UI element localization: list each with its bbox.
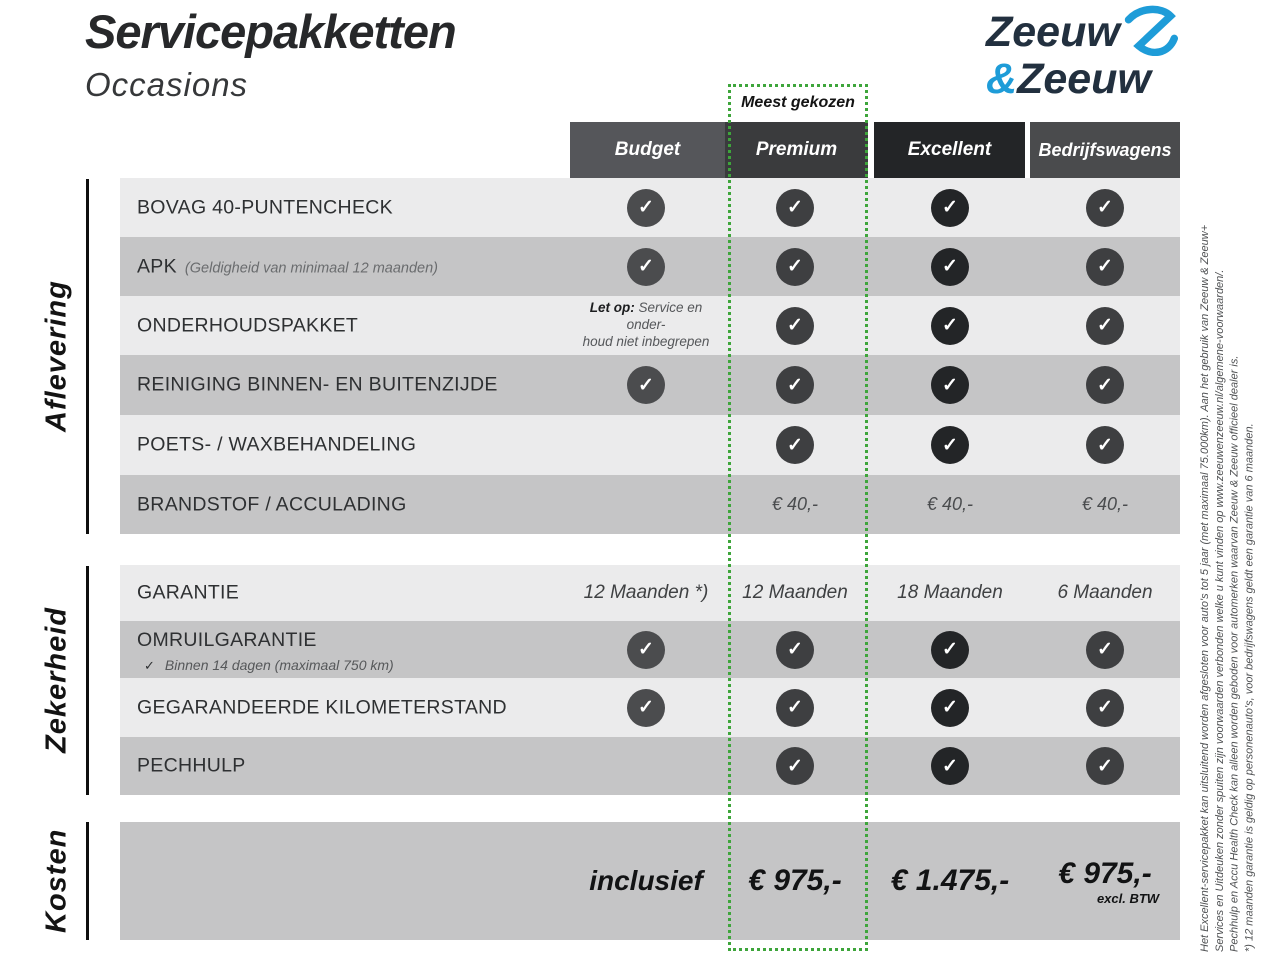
cell-omruil-budget [571,621,721,678]
check-icon: ✓ [1086,747,1124,785]
check-icon: ✓ [776,747,814,785]
check-icon: ✓ [1086,426,1124,464]
cell-garantie-excellent [875,565,1025,621]
cell-apk-bedrijfswagens [1030,237,1180,296]
cell-poets-bedrijfswagens [1030,415,1180,475]
check-icon: ✓ [931,248,969,286]
footnote-line-1: Het Excellent-servicepakket kan uitsluitend worden afgesloten voor auto's tot 5 jaar (met maximaal 75.000km). Aan het gebruik van Zeeuw & Zeeuw+ [1199,224,1211,952]
kosten-value: € 975,- [748,864,842,897]
cell-pechhulp-bedrijfswagens [1030,737,1180,795]
row-garantie [120,565,1180,621]
cell-reiniging-premium [720,355,870,415]
kosten-btw-note: excl. BTW [1096,890,1160,906]
kosten-value: € 975,- [1058,856,1152,890]
cell-onderhoud-excellent [875,296,1025,355]
cell-omruil-premium [720,621,870,678]
logo-line1 [986,8,1178,56]
row-label: ONDERHOUDSPAKKET [137,314,359,336]
cell-onderhoud-budget [571,296,721,355]
cell-bovag-budget [571,178,721,237]
check-icon: ✓ [931,689,969,727]
row-apk [120,237,1180,296]
logo-line2 [986,55,1178,103]
column-header-bedrijfswagens: Bedrijfswagens [1030,122,1180,178]
kosten-value: € 1.475,- [890,864,1010,897]
cell-garantie-premium [720,565,870,621]
note-line2: houd niet inbegrepen [582,333,710,349]
row-onderhoudspakket [120,296,1180,355]
column-header-premium: Premium [725,122,868,178]
row-kilometerstand [120,678,1180,737]
row-reiniging [120,355,1180,415]
check-icon: ✓ [627,366,665,404]
cell-garantie-budget [571,565,721,621]
cell-garantie-bedrijfswagens [1030,565,1180,621]
row-pechhulp [120,737,1180,795]
cell-apk-budget [571,237,721,296]
cell-brandstof-excellent [875,475,1025,534]
section-aflevering [120,178,1180,534]
row-kosten [120,822,1180,940]
footnote-line-4: *) 12 maanden garantie is geldig op personenauto's, voor bedrijfswagens geldt een garantie van 6 maanden. [1243,423,1256,952]
detail-text: Binnen 14 dagen (maximaal 750 km) [164,657,394,673]
check-icon: ✓ [1086,189,1124,227]
cell-brandstof-bedrijfswagens [1030,475,1180,534]
cell-kilometerstand-excellent [875,678,1025,737]
check-icon: ✓ [776,631,814,669]
cell-brandstof-premium [720,475,870,534]
cell-onderhoud-bedrijfswagens [1030,296,1180,355]
cell-poets-excellent [875,415,1025,475]
section-rail-zekerheid [86,566,89,795]
row-label-detail: (Geldigheid van minimaal 12 maanden) [184,260,439,276]
cell-reiniging-excellent [875,355,1025,415]
cell-pechhulp-premium [720,737,870,795]
check-icon: ✓ [776,307,814,345]
row-label [137,255,438,278]
check-icon: ✓ [931,307,969,345]
budget-note [571,300,721,351]
cell-kilometerstand-premium [720,678,870,737]
section-label-kosten: Kosten [40,828,73,934]
cell-kosten-excellent [875,822,1025,940]
price-value: € 40,- [1081,494,1129,514]
cell-bovag-premium [720,178,870,237]
price-value: € 40,- [771,494,819,514]
cell-kilometerstand-budget [571,678,721,737]
check-icon: ✓ [1086,248,1124,286]
check-icon: ✓ [931,366,969,404]
garantie-value: 12 Maanden *) [583,582,709,603]
row-label: BOVAG 40-PUNTENCHECK [137,196,393,218]
cell-onderhoud-premium [720,296,870,355]
row-bovag [120,178,1180,237]
garantie-value: 12 Maanden [742,582,848,603]
check-icon: ✓ [776,189,814,227]
cell-omruil-bedrijfswagens [1030,621,1180,678]
garantie-value: 18 Maanden [897,582,1003,603]
section-rail-kosten [86,822,89,940]
check-icon: ✓ [627,631,665,669]
section-zekerheid [120,565,1180,795]
page-subtitle: Occasions [85,66,249,103]
cell-omruil-excellent [875,621,1025,678]
cell-pechhulp-excellent [875,737,1025,795]
row-label: POETS- / WAXBEHANDELING [137,433,417,456]
row-omruilgarantie [120,621,1180,678]
check-icon: ✓ [144,658,155,673]
cell-kosten-bedrijfswagens [1030,822,1180,940]
cell-reiniging-bedrijfswagens [1030,355,1180,415]
footnote-line-3: Pechhulp en Accu Health Check kan alleen worden geboden voor automerken waarvan Zeeuw & Zeeuw officieel dealer is. [1228,355,1241,952]
check-icon: ✓ [776,689,814,727]
row-label: GEGARANDEERDE KILOMETERSTAND [137,696,507,718]
footnote-fine-print [1198,124,1260,952]
section-label-aflevering: Aflevering [40,280,73,432]
page-title: Servicepakketten [85,5,456,58]
section-kosten [120,822,1180,940]
column-header-budget: Budget [570,122,725,178]
row-label: PECHHULP [137,754,246,777]
z-swoosh-icon [1122,4,1178,56]
kosten-value: inclusief [589,865,703,896]
check-icon: ✓ [776,426,814,464]
logo-ampersand: & [986,55,1018,103]
row-label: GARANTIE [137,581,240,604]
meest-gekozen-label: Meest gekozen [741,94,855,111]
row-label: REINIGING BINNEN- EN BUITENZIJDE [137,373,498,396]
cell-kosten-budget [571,822,721,940]
row-brandstof [120,475,1180,534]
check-icon: ✓ [931,426,969,464]
row-label-detail [144,657,394,674]
check-icon: ✓ [931,631,969,669]
logo-word1: Zeeuw [986,7,1120,56]
row-label: OMRUILGARANTIE [137,629,317,651]
note-line1: Service en onder- [626,300,703,333]
check-icon: ✓ [1086,631,1124,669]
row-label-main: APK [137,255,177,277]
check-icon: ✓ [931,747,969,785]
check-icon: ✓ [1086,689,1124,727]
cell-poets-premium [720,415,870,475]
cell-bovag-bedrijfswagens [1030,178,1180,237]
check-icon: ✓ [1086,366,1124,404]
logo-word2: Zeeuw [1017,55,1151,103]
cell-kilometerstand-bedrijfswagens [1030,678,1180,737]
check-icon: ✓ [776,366,814,404]
section-label-zekerheid: Zekerheid [40,607,73,753]
check-icon: ✓ [627,689,665,727]
cell-kosten-premium [720,822,870,940]
check-icon: ✓ [627,248,665,286]
price-value: € 40,- [926,494,974,514]
check-icon: ✓ [931,189,969,227]
cell-apk-excellent [875,237,1025,296]
cell-bovag-excellent [875,178,1025,237]
footnote-line-2: Services en Uitdeuken zonder spuiten zijn voorwaarden verbonden welke u kunt vinden op www.zeeuwenzeeuw.nl/algemene-voorwaarden/. [1213,269,1226,952]
check-icon: ✓ [776,248,814,286]
check-icon: ✓ [627,189,665,227]
zeeuw-en-zeeuw-logo [986,8,1178,101]
cell-apk-premium [720,237,870,296]
check-icon: ✓ [1086,307,1124,345]
cell-reiniging-budget [571,355,721,415]
column-header-excellent: Excellent [874,122,1025,178]
garantie-value: 6 Maanden [1057,582,1153,603]
note-bold: Let op: [589,300,635,316]
row-label: BRANDSTOF / ACCULADING [137,493,407,515]
section-rail-aflevering [86,179,89,534]
row-poets-wax [120,415,1180,475]
